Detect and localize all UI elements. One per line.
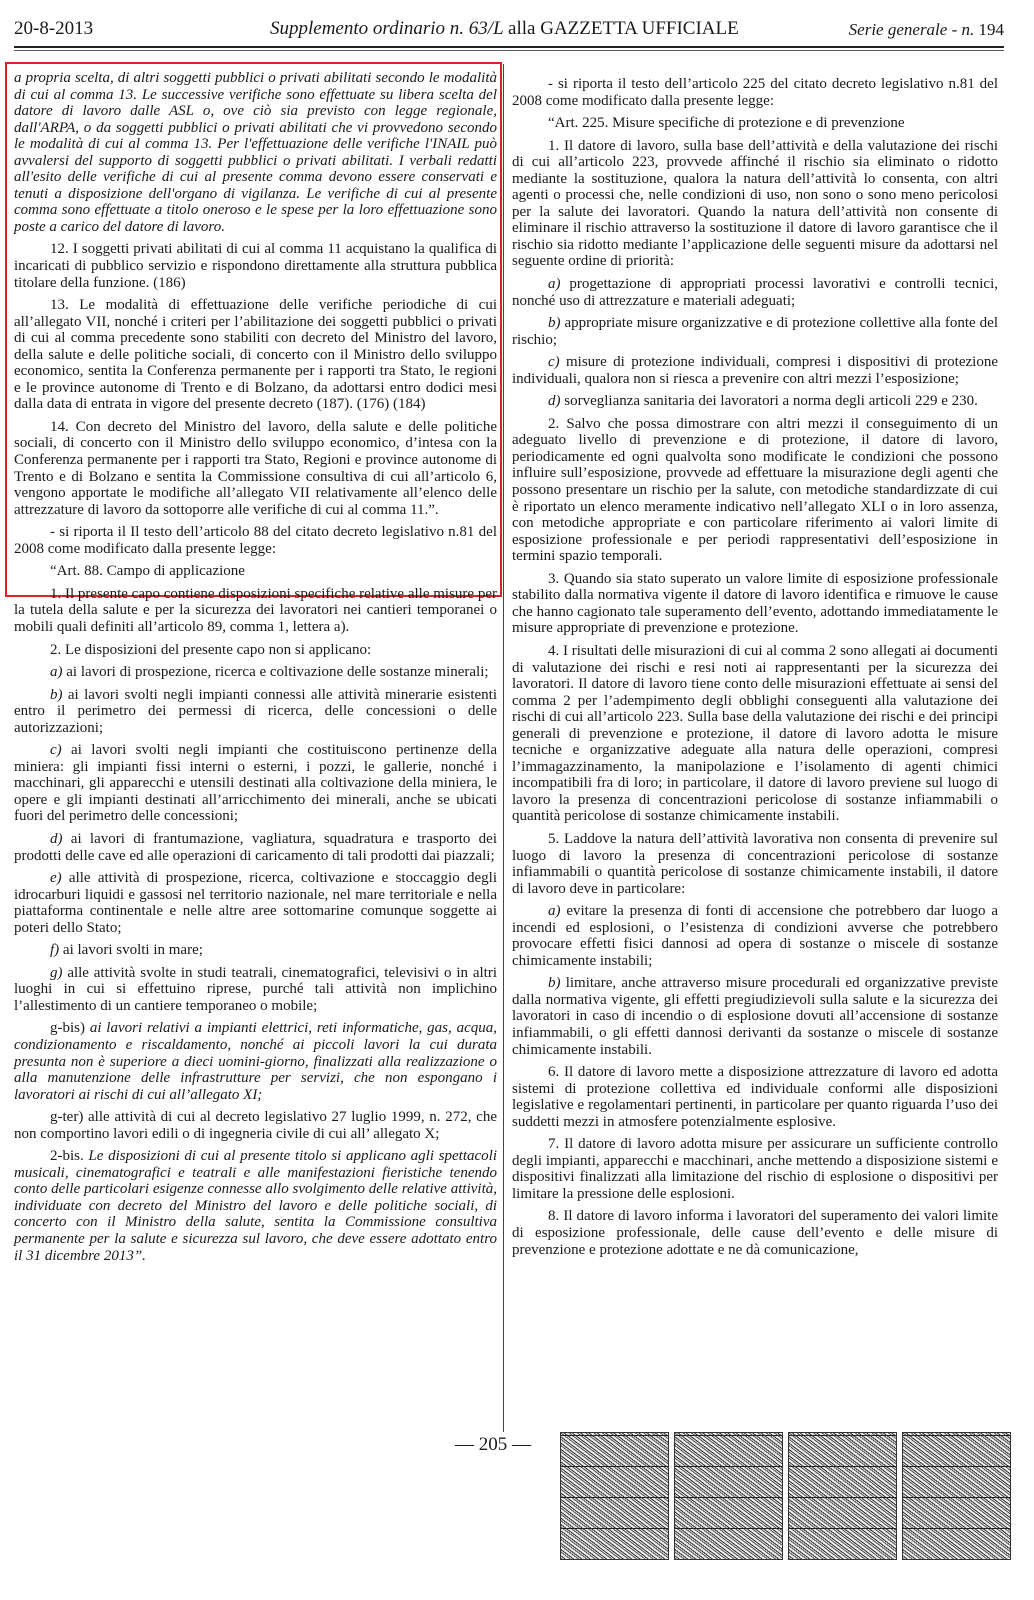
paragraph-text: 6. Il datore di lavoro mette a disposizione attrezzature di lavoro ed adotta sistemi di protezione collettiva ed individuale conformi alle disposizioni legislative e regolamentari pertinenti, in particolare per quanto riguarda l’uso dei suddetti mezzi in atmosfere potenzialmente esplosive. [512, 1064, 998, 1130]
paragraph-text: 14. Con decreto del Ministro del lavoro, della salute e delle politiche sociali, di concerto con il Ministro dello sviluppo economico, d’intesa con la Conferenza permanente per i rapporti tra Stato, Regioni e province autonome di Trento e di Bolzano e sentita la Commissione consultiva di cui all’articolo 6, vengono apportate le modifiche all’allegato VII relativamente all’elenco delle attrezzature di lavoro da sottoporre alle verifiche di cui al comma 11.”. [14, 418, 497, 518]
column-divider [503, 64, 504, 1432]
barcode-block [560, 1432, 669, 1560]
paragraph-label: f) [50, 942, 60, 959]
paragraph-label: c) [548, 354, 560, 371]
barcode-block [902, 1432, 1011, 1560]
paragraph [14, 563, 497, 580]
paragraph [512, 975, 998, 1058]
paragraph [512, 571, 998, 637]
header-rule [14, 46, 1004, 51]
paragraph [14, 419, 497, 518]
paragraph [512, 643, 998, 825]
paragraph [512, 354, 998, 387]
paragraph [14, 586, 497, 636]
paragraph-label: a) [50, 664, 63, 681]
paragraph-label: d) [50, 830, 63, 847]
paragraph-text: 3. Quando sia stato superato un valore limite di esposizione professionale stabilito dalla normativa vigente il datore di lavoro identifica e rimuove le cause che hanno cagionato tale superamento dell’evento, adottando immediatamente le misure appropriate di prevenzione e protezione. [512, 570, 998, 637]
paragraph-text: evitare la presenza di fonti di accensione che potrebbero dar luogo a incendi ed esplosioni, o l’esistenza di condizioni avverse che potrebbero provocare effetti fisici dannosi ad opera di sostanze o miscele di sostanze chimicamente instabili; [512, 903, 998, 969]
paragraph-text: 1. Il datore di lavoro, sulla base dell’attività e della valutazione dei rischi di cui all’articolo 223, provvede affinché il rischio sia eliminato o ridotto mediante la sostituzione, qualora la natura dell’attività lo consenta, con altri agenti o processi che, nelle condizioni di uso, non sono o sono meno pericolosi per la salute dei lavoratori. Quando la natura dell’attività non consente di eliminare il rischio attraverso la sostituzione il datore di lavoro garantisce che il rischio sia ridotto mediante l’applicazione delle seguenti misure da adottarsi nel seguente ordine di priorità: [512, 137, 998, 270]
header-series [849, 20, 1004, 40]
header-gazzetta: alla GAZZETTA UFFICIALE [508, 18, 739, 39]
paragraph-text: ai lavori di frantumazione, vagliatura, squadratura e trasporto dei prodotti delle cave ed alle operazioni di caricamento di tali prodotti dai piazzali; [14, 830, 497, 864]
paragraph [14, 664, 497, 681]
barcode-block [674, 1432, 783, 1560]
paragraph [14, 524, 497, 557]
paragraph [14, 1109, 497, 1142]
paragraph [512, 1208, 998, 1258]
paragraph [14, 687, 497, 737]
paragraph [14, 965, 497, 1015]
paragraph-label: a) [548, 276, 561, 293]
paragraph-text: “Art. 225. Misure specifiche di protezione e di prevenzione [548, 115, 905, 132]
paragraph-text: ai lavori svolti in mare; [59, 942, 203, 959]
paragraph-text: alle attività di cui al decreto legislativo 27 luglio 1999, n. 272, che non comportino lavori edili o di ingegneria civile di cui all’ allegato X; [14, 1109, 497, 1142]
paragraph [512, 276, 998, 309]
header-series-number: 194 [978, 20, 1004, 39]
paragraph [512, 393, 998, 410]
paragraph [512, 138, 998, 270]
paragraph [14, 1148, 497, 1264]
paragraph-text: 2. Le disposizioni del presente capo non si applicano: [50, 641, 372, 658]
paragraph-text: limitare, anche attraverso misure procedurali ed organizzative previste dalla normativa vigente, gli effetti pregiudizievoli sulla salute e la sicurezza dei lavoratori in caso di incendio o di esplosione dovuti all’accensione di sostanze infiammabili, o gli effetti dannosi derivanti da sostanze o miscele di sostanze chimicamente instabili. [512, 975, 998, 1058]
left-column [14, 70, 497, 1270]
header-series-label: Serie generale - n. [848, 20, 975, 39]
paragraph [14, 870, 497, 936]
paragraph-label: 2-bis. [50, 1148, 84, 1165]
paragraph-label: b) [548, 315, 561, 332]
paragraph-text: 2. Salvo che possa dimostrare con altri mezzi il conseguimento di un adeguato livello di prevenzione e di protezione, il datore di lavoro, periodicamente ed ogni qualvolta sono modificate le condizioni che possono influire sull’esposizione, provvede ad effettuare la misurazione degli agenti che possono presentare un rischio per la salute, con metodiche standardizzate di cui è riportato un elenco meramente indicativo nell’allegato XLI o in loro assenza, con metodiche appropriate e con particolare riferimento ai valori limite di esposizione professionale e per periodi rappresentativi dell’esposizione in termini spazio temporali. [512, 415, 998, 565]
paragraph-text: ai lavori di prospezione, ricerca e coltivazione delle sostanze minerali; [62, 664, 489, 681]
paragraph-text: 4. I risultati delle misurazioni di cui al comma 2 sono allegati ai documenti di valutazione dei rischi e resi noti ai rappresentanti per la sicurezza dei lavoratori. Il datore di lavoro tiene conto delle misurazioni effettuate ai sensi del comma 2 per l’adempimento degli obblighi conseguenti alla valutazione dei rischi di cui all’articolo 223. Sulla base della valutazione dei rischi e dei principi generali di prevenzione e protezione, il datore di lavoro adotta le misure tecniche e organizzative adeguate alla natura delle operazioni, compresi l’immagazzinamento, la manipolazione e l’isolamento di agenti chimici incompatibili fra di loro; in particolare, il datore di lavoro previene sul luogo di lavoro la presenza di concentrazioni pericolose di sostanze infiammabili o quantità pericolose di sostanze chimicamente instabili. [512, 642, 998, 825]
paragraph-text: sorveglianza sanitaria dei lavoratori a norma degli articoli 229 e 230. [560, 393, 978, 410]
paragraph-text: 8. Il datore di lavoro informa i lavoratori del superamento dei valori limite di esposizione professionale, delle cause dell’evento e delle misure di prevenzione e protezione adottate e ne dà comunicazione, [512, 1208, 998, 1258]
header-supplement: Supplemento ordinario n. 63/L [270, 18, 504, 39]
paragraph-label: d) [548, 393, 561, 410]
paragraph [14, 831, 497, 864]
paragraph [14, 241, 497, 291]
paragraph-label: a) [548, 903, 561, 920]
paragraph-label: g) [50, 964, 63, 981]
paragraph-text: 12. I soggetti privati abilitati di cui al comma 11 acquistano la qualifica di incaricati di pubblico servizio e rispondono direttamente alla struttura pubblica titolare della funzione. (186) [14, 241, 497, 291]
page-number: — 205 — [455, 1434, 531, 1455]
paragraph-text: appropriate misure organizzative e di protezione collettive alla fonte del rischio; [512, 315, 998, 348]
barcode-strip [560, 1432, 1011, 1560]
paragraph-text: “Art. 88. Campo di applicazione [50, 563, 245, 580]
header-date: 20-8-2013 [14, 18, 94, 39]
paragraph-text: 13. Le modalità di effettuazione delle verifiche periodiche di cui all’allegato VII, nonché i criteri per l’abilitazione dei soggetti pubblici o privati di cui al comma precedente sono stabiliti con decreto del Ministro del lavoro, della salute e delle politiche sociali, di concerto con il Ministro dello sviluppo economico, sentita la Conferenza permanente per i rapporti tra Stato, le regioni e le province autonome di Trento e di Bolzano, da adottarsi entro dodici mesi dalla data di entrata in vigore del presente decreto (187). (176) (184) [14, 297, 497, 413]
paragraph [14, 297, 497, 413]
paragraph [14, 642, 497, 659]
paragraph [512, 115, 998, 132]
paragraph-text: - si riporta il testo dell’articolo 225 del citato decreto legislativo n.81 del 2008 come modificato dalla presente legge: [512, 76, 998, 109]
paragraph-text: 1. Il presente capo contiene disposizioni specifiche relative alle misure per la tutela della salute e per la sicurezza dei lavoratori nei cantieri temporanei o mobili quali definiti all’articolo 89, comma 1, lettera a). [14, 585, 497, 635]
paragraph-label: g-bis) [50, 1020, 85, 1037]
paragraph [512, 315, 998, 348]
paragraph [14, 70, 497, 235]
paragraph [512, 1064, 998, 1130]
paragraph-text: 5. Laddove la natura dell’attività lavorativa non consenta di prevenire sul luogo di lavoro la presenza di concentrazioni pericolose di sostanze infiammabili o quantità pericolose di sostanze chimicamente instabili, il datore di lavoro deve in particolare: [512, 830, 998, 897]
paragraph-label: b) [548, 975, 561, 992]
paragraph [512, 76, 998, 109]
paragraph [512, 416, 998, 565]
paragraph [512, 831, 998, 897]
paragraph-text: a propria scelta, di altri soggetti pubblici o privati abilitati secondo le modalità di cui al comma 13. Le successive verifiche sono effettuate su libera scelta del datore di lavoro dalle ASL o, ove ciò sia previsto con legge regionale, dall'ARPA, o da soggetti pubblici o privati abilitati che vi provvedono secondo le modalità di cui al comma 13. Per l'effettuazione delle verifiche l'INAIL può avvalersi del supporto di soggetti pubblici o privati abilitati. I verbali redatti all'esito delle verifiche di cui al presente comma devono essere conservati e tenuti a disposizione dell'organo di vigilanza. Le verifiche di cui al presente comma sono effettuate a titolo oneroso e le spese per la loro effettuazione sono poste a carico del datore di lavoro. [14, 70, 497, 235]
paragraph-text: misure di protezione individuali, compresi i dispositivi di protezione individuali, qualora non si riesca a prevenire con altri mezzi l’esposizione; [512, 354, 998, 387]
paragraph-text: alle attività svolte in studi teatrali, cinematografici, televisivi o in altri luoghi in cui si effettuino riprese, purché tali attività non implichino l’allestimento di un cantiere temporaneo o mobile; [14, 964, 497, 1014]
paragraph [512, 1136, 998, 1202]
paragraph [14, 1020, 497, 1103]
paragraph-text: 7. Il datore di lavoro adotta misure per assicurare un sufficiente controllo degli impianti, apparecchi e macchinari, anche mettendo a disposizione sistemi e dispositivi finalizzati alla limitazione del rischio di esplosione o dispositivi per limitare la pressione delle esplosioni. [512, 1136, 998, 1202]
paragraph-text: Le disposizioni di cui al presente titolo si applicano agli spettacoli musicali, cinematografici e teatrali e alle manifestazioni fieristiche tenendo conto delle particolari esigenze connesse allo svolgimento delle relative attività, individuate con decreto del Ministro del lavoro e delle politiche sociali, di concerto con il Ministro della salute, sentita la Commissione consultiva permanente per la salute e sicurezza sul lavoro, che deve essere adottato entro il 31 dicembre 2013”. [14, 1148, 497, 1264]
paragraph [512, 903, 998, 969]
paragraph [14, 742, 497, 825]
paragraph-text: alle attività di prospezione, ricerca, coltivazione e stoccaggio degli idrocarburi liquidi e gassosi nel territorio nazionale, nel mare territoriale e nella piattaforma continentale e nelle altre aree sottomarine comunque soggette ai poteri dello Stato; [14, 870, 497, 936]
paragraph-label: c) [50, 742, 62, 759]
paragraph-text: ai lavori svolti negli impianti che costituiscono pertinenze della miniera: gli impianti fissi interni o esterni, i pozzi, le gallerie, nonché i macchinari, gli apparecchi e utensili destinati alla coltivazione della miniera, le opere e gli impianti destinati all’arricchimento dei minerali, anche se ubicati fuori del perimetro delle concessioni; [14, 742, 497, 825]
right-column [512, 76, 998, 1264]
barcode-block [788, 1432, 897, 1560]
paragraph-text: - si riporta il Il testo dell’articolo 88 del citato decreto legislativo n.81 del 2008 come modificato dalla presente legge: [14, 524, 497, 557]
paragraph-label: g-ter) [50, 1109, 84, 1126]
paragraph-text: progettazione di appropriati processi lavorativi e controlli tecnici, nonché uso di attrezzature e materiali adeguati; [512, 276, 998, 309]
page-header [14, 18, 1004, 44]
paragraph-label: e) [50, 870, 62, 887]
paragraph-text: ai lavori relativi a impianti elettrici, reti informatiche, gas, acqua, condizionamento e riscaldamento, nonché ai piccoli lavori la cui durata presunta non è superiore a dieci uomini-giorno, finalizzati alla realizzazione o alla manutenzione delle infrastrutture per servizi, che non espongano i lavoratori ai rischi di cui all’allegato XI; [14, 1020, 497, 1103]
paragraph-label: b) [50, 686, 63, 703]
header-publication [270, 18, 739, 40]
paragraph-text: ai lavori svolti negli impianti connessi alle attività minerarie esistenti entro il perimetro dei permessi di ricerca, delle concessioni o delle autorizzazioni; [14, 686, 497, 736]
paragraph [14, 942, 497, 959]
